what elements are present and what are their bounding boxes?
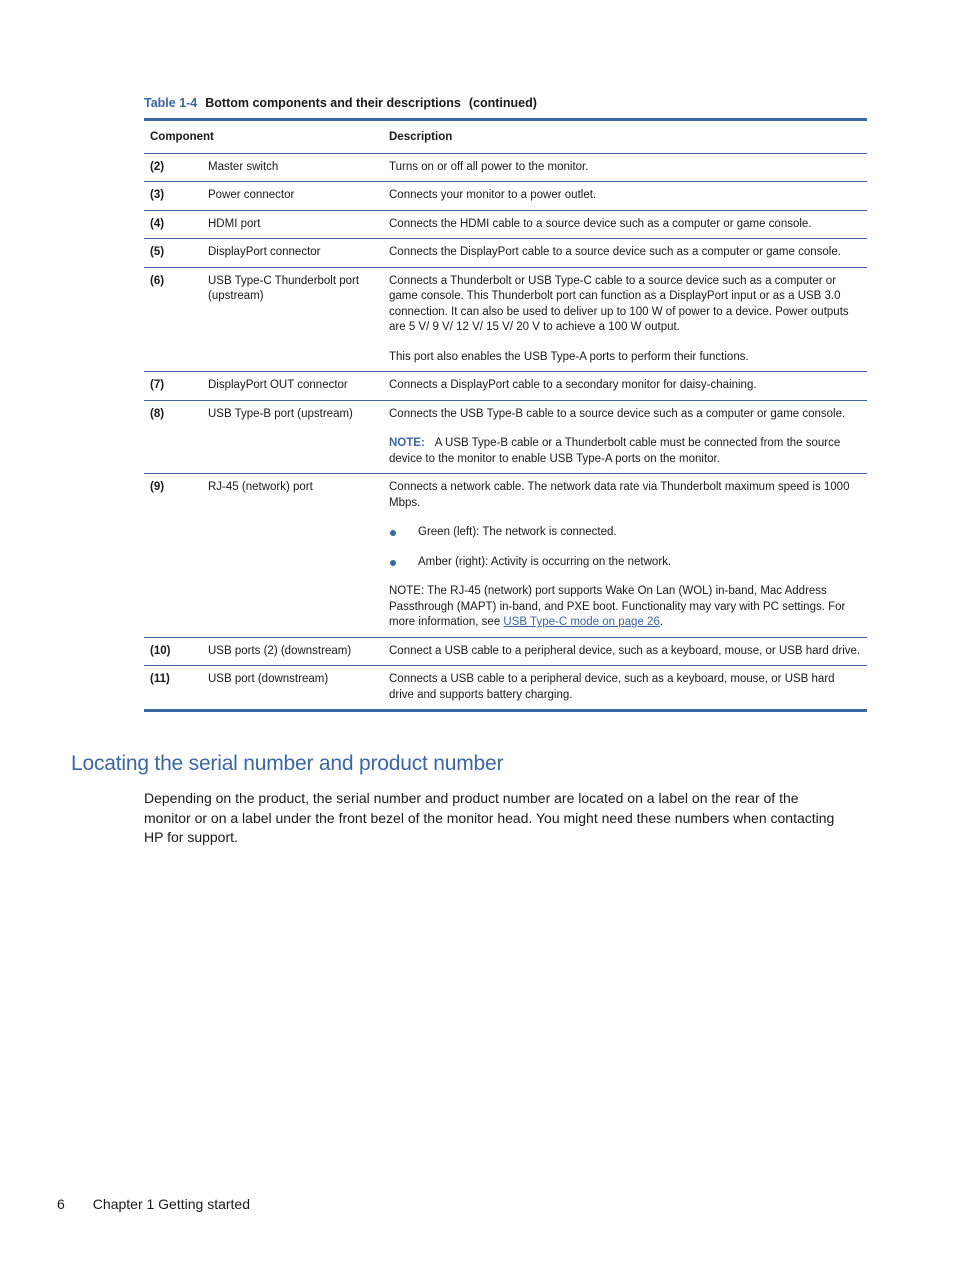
page-number: 6 xyxy=(57,1196,65,1212)
component-name: USB Type-C Thunderbolt port (upstream) xyxy=(202,267,383,372)
table-row xyxy=(144,153,867,182)
component-index: (8) xyxy=(144,400,202,474)
bullet-icon xyxy=(390,560,396,566)
component-description: Connects your monitor to a power outlet. xyxy=(383,182,867,211)
component-index: (4) xyxy=(144,210,202,239)
table-row xyxy=(144,474,867,638)
component-name: USB Type-B port (upstream) xyxy=(202,400,383,474)
component-description: Connects the DisplayPort cable to a source device such as a computer or game console. xyxy=(383,239,867,268)
description-paragraph: Connects a network cable. The network data rate via Thunderbolt maximum speed is 1000 Mbps. xyxy=(389,481,850,509)
bullet-list xyxy=(389,525,861,570)
component-index: (6) xyxy=(144,267,202,372)
note-paragraph xyxy=(389,436,861,467)
description-paragraph: This port also enables the USB Type-A ports to perform their functions. xyxy=(389,350,749,363)
component-name: HDMI port xyxy=(202,210,383,239)
chapter-title: Chapter 1 Getting started xyxy=(92,1196,250,1212)
table-row xyxy=(144,267,867,372)
component-name: USB port (downstream) xyxy=(208,673,329,685)
component-name: DisplayPort connector xyxy=(202,239,383,268)
list-item xyxy=(389,555,861,571)
table-continued: (continued) xyxy=(468,96,537,110)
description-paragraph: Connects a Thunderbolt or USB Type-C cable to a source device such as a computer or game console. This Thunderbolt port can function as a DisplayPort input or as a USB 3.0 connection. It can also be used to deliver up to 100 W of power to a device. Power outputs are 5 V/ 9 V/ 12 V/ 15 V/ 20 V to achieve a 100 W output. xyxy=(389,274,849,333)
component-index: (2) xyxy=(144,153,202,182)
component-description: Connects a USB cable to a peripheral device, such as a keyboard, mouse, or USB hard drive and supports battery charging. xyxy=(389,673,835,701)
bullet-icon xyxy=(390,530,396,536)
section-heading: Locating the serial number and product number xyxy=(71,752,504,775)
component-index: (11) xyxy=(150,673,170,685)
list-item xyxy=(389,525,861,541)
table-row xyxy=(144,182,867,211)
table-row xyxy=(144,210,867,239)
table-row xyxy=(144,666,867,711)
bullet-text: Amber (right): Activity is occurring on the network. xyxy=(418,555,672,568)
table-title: Bottom components and their descriptions xyxy=(205,96,461,110)
component-name: RJ-45 (network) port xyxy=(202,474,383,638)
component-index: (5) xyxy=(144,239,202,268)
component-name: Power connector xyxy=(202,182,383,211)
components-table xyxy=(144,118,867,712)
bullet-text: Green (left): The network is connected. xyxy=(418,526,617,538)
table-row xyxy=(144,400,867,474)
usb-type-c-mode-link[interactable]: USB Type-C mode on page 26 xyxy=(503,616,660,628)
description-paragraph: Connects the USB Type-B cable to a source device such as a computer or game console. xyxy=(389,407,846,420)
component-index: (7) xyxy=(144,372,202,401)
table-row xyxy=(144,239,867,268)
component-name: Master switch xyxy=(202,153,383,182)
note-text: A USB Type-B cable or a Thunderbolt cable must be connected from the source device to the monitor to enable USB Type-A ports on the monitor. xyxy=(389,437,841,465)
note-label: NOTE: xyxy=(389,437,425,449)
note-text: NOTE: The RJ-45 (network) port supports Wake On Lan (WOL) in-band, Mac Address Passthrough (MAPT) in-band, and PXE boot. Functionality may vary with PC settings. For more information, see xyxy=(389,585,846,628)
table-row xyxy=(144,372,867,401)
section-body: Depending on the product, the serial number and product number are located on a label on the rear of the monitor or on a label under the front bezel of the monitor head. You might need these numbers when contacting HP for support. xyxy=(144,790,835,845)
component-name: DisplayPort OUT connector xyxy=(202,372,383,401)
component-index: (9) xyxy=(144,474,202,638)
component-description: Connects the HDMI cable to a source device such as a computer or game console. xyxy=(383,210,867,239)
header-description: Description xyxy=(383,120,867,154)
component-name: USB ports (2) (downstream) xyxy=(202,637,383,666)
table-header-row xyxy=(144,120,867,154)
table-row xyxy=(144,637,867,666)
table-number: Table 1-4 xyxy=(144,96,198,110)
page-footer xyxy=(57,1196,250,1212)
component-description: Connects a DisplayPort cable to a secondary monitor for daisy-chaining. xyxy=(383,372,867,401)
component-description xyxy=(383,474,867,638)
component-index: (10) xyxy=(144,637,202,666)
component-description xyxy=(383,267,867,372)
note-end: . xyxy=(659,616,664,628)
table-caption xyxy=(144,96,537,110)
header-component: Component xyxy=(144,120,383,154)
note-paragraph xyxy=(389,584,861,631)
component-index: (3) xyxy=(144,182,202,211)
component-description: Connect a USB cable to a peripheral device, such as a keyboard, mouse, or USB hard drive. xyxy=(383,637,867,666)
component-description: Turns on or off all power to the monitor. xyxy=(383,153,867,182)
component-description xyxy=(383,400,867,474)
